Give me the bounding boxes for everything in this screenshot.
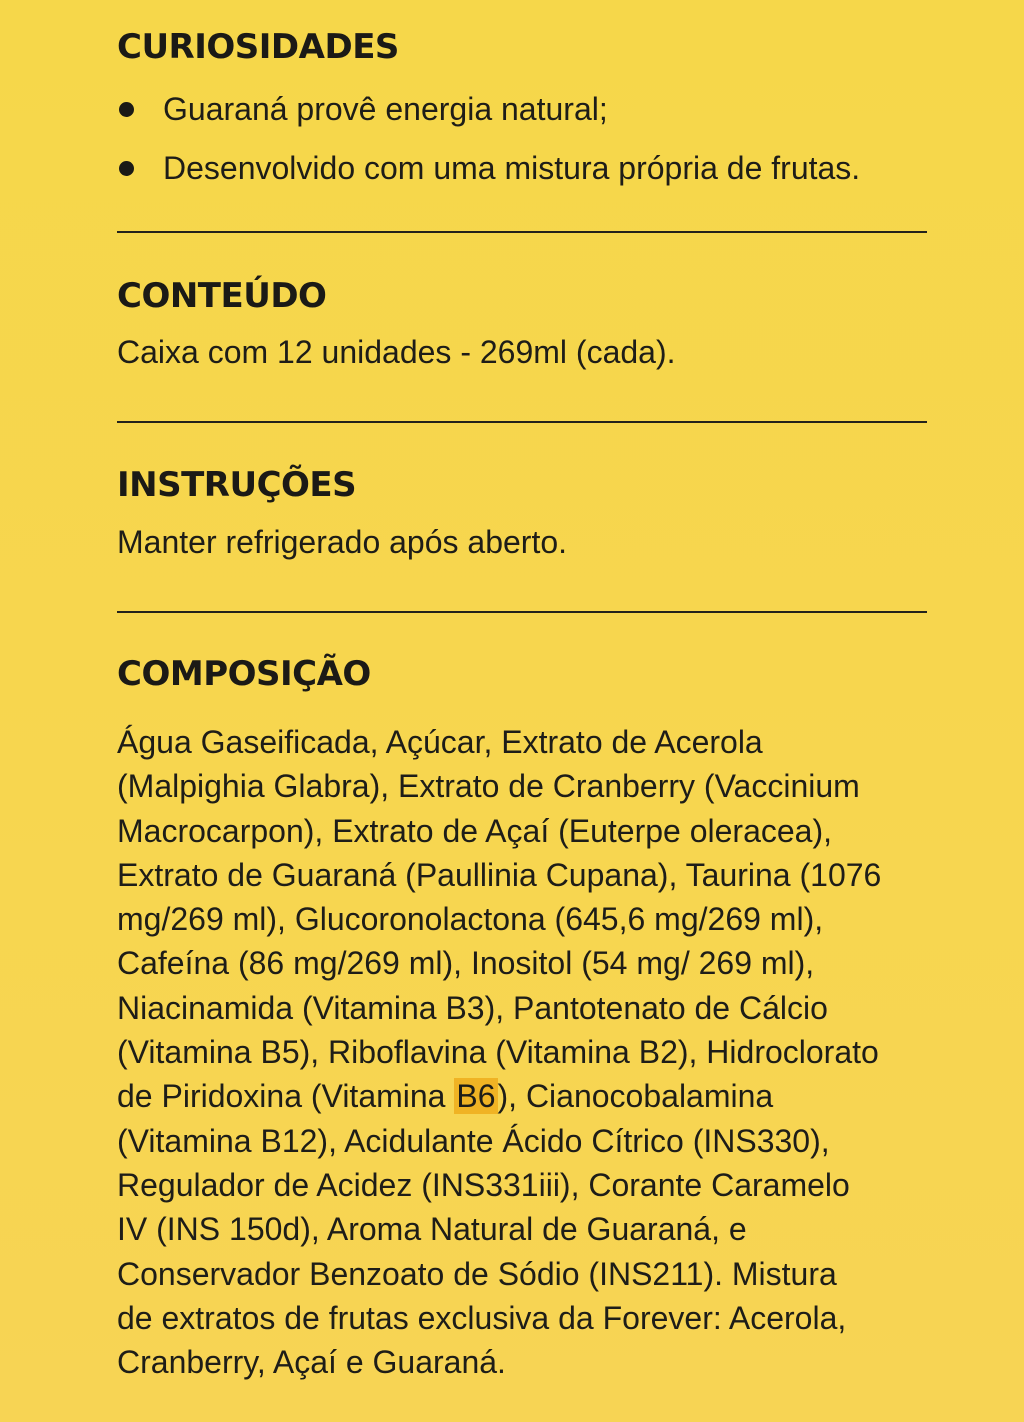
highlighted-text: B6	[456, 1078, 496, 1115]
composition-line: Extrato de Guaraná (Paullinia Cupana), Taurina (1076	[117, 856, 882, 893]
composition-line: (Vitamina B5), Riboflavina (Vitamina B2), Hidroclorato	[117, 1034, 879, 1071]
composition-text-segment: de Piridoxina (Vitamina	[117, 1078, 455, 1115]
composition-line: Cafeína (86 mg/269 ml), Inositol (54 mg/ 269 ml),	[117, 945, 815, 982]
composition-line: Niacinamida (Vitamina B3), Pantotenato de Cálcio	[117, 989, 828, 1026]
curiosidades-title: CURIOSIDADES	[117, 27, 399, 67]
instrucoes-section	[117, 460, 927, 564]
conteudo-section	[117, 271, 927, 374]
section-divider	[117, 421, 927, 423]
instrucoes-text: Manter refrigerado após aberto.	[117, 524, 568, 560]
curiosidades-list	[117, 80, 927, 198]
composition-line: (Vitamina B12), Acidulante Ácido Cítrico (INS330),	[117, 1122, 830, 1159]
composition-line: Água Gaseificada, Açúcar, Extrato de Acerola	[117, 724, 763, 760]
composition-line: Macrocarpon), Extrato de Açaí (Euterpe oleracea),	[117, 812, 833, 849]
conteudo-title: CONTEÚDO	[117, 276, 327, 316]
composition-line: Conservador Benzoato de Sódio (INS211). Mistura	[117, 1255, 837, 1292]
list-item	[117, 139, 927, 198]
product-info-panel	[117, 22, 927, 1384]
composition-line: de extratos de frutas exclusiva da Forever: Acerola,	[117, 1299, 847, 1336]
composition-line: (Malpighia Glabra), Extrato de Cranberry (Vaccinium	[117, 768, 860, 805]
list-item-text: Guaraná provê energia natural;	[163, 91, 608, 127]
bullet-icon	[119, 102, 134, 117]
composition-line	[117, 1074, 947, 1118]
composicao-text	[117, 720, 947, 1384]
bullet-icon	[119, 161, 134, 176]
composicao-section	[117, 649, 927, 1384]
section-divider	[117, 611, 927, 613]
composition-line: Cranberry, Açaí e Guaraná.	[117, 1344, 506, 1381]
composition-line: IV (INS 150d), Aroma Natural de Guaraná, e	[117, 1211, 747, 1248]
composition-line: mg/269 ml), Glucoronolactona (645,6 mg/269 ml),	[117, 901, 824, 938]
composition-text-segment: ), Cianocobalamina	[497, 1078, 774, 1115]
instrucoes-title: INSTRUÇÕES	[117, 465, 357, 505]
conteudo-text: Caixa com 12 unidades - 269ml (cada).	[117, 334, 676, 370]
composicao-title: COMPOSIÇÃO	[117, 654, 371, 694]
composition-line: Regulador de Acidez (INS331iii), Corante Caramelo	[117, 1166, 850, 1203]
curiosidades-section	[117, 22, 927, 198]
list-item	[117, 80, 927, 139]
section-divider	[117, 231, 927, 233]
list-item-text: Desenvolvido com uma mistura própria de frutas.	[163, 150, 861, 186]
